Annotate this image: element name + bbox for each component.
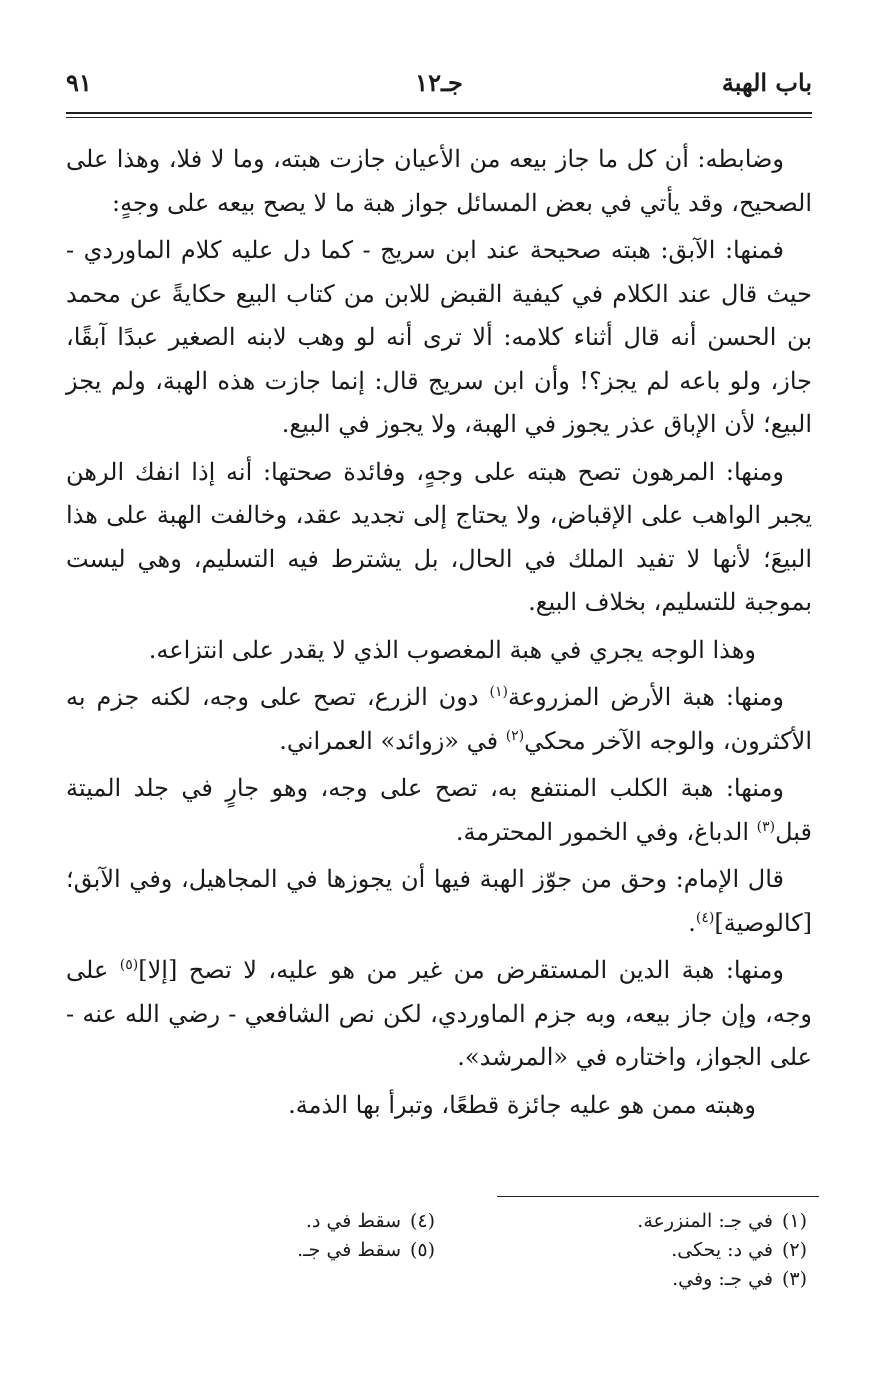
page-number: ٩١: [66, 68, 92, 97]
footnote-ref: (٢): [505, 727, 525, 744]
paragraph-text: ومنها: هبة الكلب المنتفع به، تصح على وجه، وهو جارٍ في جلد الميتة قبل: [66, 774, 812, 846]
chapter-title: باب الهبة: [721, 68, 812, 97]
body-text: [66, 138, 812, 1131]
footnote: [135, 1236, 435, 1265]
footnote-ref: (٤): [695, 909, 715, 926]
footnote: [467, 1236, 807, 1265]
footnote-text: في د: يحكى.: [671, 1239, 773, 1261]
paragraph: [66, 858, 812, 945]
paragraph: [66, 676, 812, 763]
paragraph-text: في «زوائد» العمراني.: [279, 726, 506, 755]
footnote-text: في جـ: المنزرعة.: [637, 1210, 773, 1232]
paragraph: [66, 949, 812, 1080]
footnote-number: (٣): [781, 1268, 807, 1290]
paragraph-text: وهبته ممن هو عليه جائزة قطعًا، وتبرأ بها الذمة.: [288, 1090, 756, 1119]
footnote-number: (٤): [409, 1210, 435, 1232]
paragraph: [66, 229, 812, 447]
paragraph-text: قال الإمام: وحق من جوّز الهبة فيها أن يجوزها في المجاهيل، وفي الآبق؛ [كالوصية]: [66, 865, 812, 937]
header-rule-thick: [66, 112, 812, 114]
running-header: [66, 68, 812, 108]
paragraph: [66, 629, 812, 673]
paragraph-text: على وجه، وإن جاز بيعه، وبه جزم الماوردي، لكن نص الشافعي - رضي الله عنه - على الجواز، واختاره في «المرشد».: [66, 956, 812, 1071]
footnote-ref: (٥): [119, 957, 139, 973]
paragraph-text: ومنها: المرهون تصح هبته على وجهٍ، وفائدة صحتها: أنه إذا انفك الرهن يجبر الواهب على الإقباض، ولا يحتاج إلى تجديد عقد، وخالفت الهبة على هذا البيعَ؛ لأنها لا تفيد الملك في الحال، بل يشترط فيه التسليم، وهي ليست بموجبة للتسليم، بخلاف البيع.: [66, 457, 812, 616]
footnote-separator: [497, 1196, 819, 1197]
paragraph: [66, 767, 812, 854]
paragraph-text: دون الزرع، تصح على وجه، لكنه جزم به الأكثرون، والوجه الآخر محكي: [66, 683, 812, 755]
paragraph-text: وضابطه: أن كل ما جاز بيعه من الأعيان جازت هبته، وما لا فلا، وهذا على الصحيح، وقد يأتي في بعض المسائل جواز هبة ما لا يصح بيعه على وجهٍ:: [66, 145, 812, 217]
paragraph-text: ومنها: هبة الأرض المزروعة: [507, 683, 785, 711]
footnote-number: (١): [781, 1210, 807, 1232]
paragraph-text: فمنها: الآبق: هبته صحيحة عند ابن سريج - كما دل عليه كلام الماوردي - حيث قال عند الكلام في كيفية القبض للابن من كتاب البيع حكايةً عن محمد بن الحسن أنه قال أثناء كلامه: ألا ترى أنه لو وهب لابنه الصغير عبدًا آبقًا، جاز، ولو باعه لم يجز؟! وأن ابن سريج قال: إنما جازت هذه الهبة، ولم يجز البيع؛ لأن الإباق عذر يجوز في الهبة، ولا يجوز في البيع.: [66, 236, 812, 438]
paragraph-text: .: [688, 908, 696, 937]
volume-label: جـ١٢: [415, 68, 463, 97]
footnotes-column-left: [135, 1207, 435, 1265]
footnote-ref: (٣): [756, 818, 776, 835]
paragraph: [66, 138, 812, 225]
header-rule-thin: [66, 117, 812, 118]
footnote-number: (٥): [409, 1239, 435, 1261]
footnote-ref: (١): [489, 684, 508, 700]
paragraph-text: وهذا الوجه يجري في هبة المغصوب الذي لا يقدر على انتزاعه.: [148, 635, 756, 664]
paragraph-text: الدباغ، وفي الخمور المحترمة.: [455, 817, 757, 846]
paragraph-text: ومنها: هبة الدين المستقرض من غير من هو عليه، لا تصح [إلا]: [138, 956, 784, 984]
footnote-text: سقط في د.: [305, 1210, 401, 1232]
footnote-number: (٢): [781, 1239, 807, 1261]
footnote: [467, 1265, 807, 1294]
footnote: [135, 1207, 435, 1236]
paragraph: [66, 451, 812, 625]
footnote-text: سقط في جـ.: [297, 1239, 401, 1261]
paragraph: [66, 1084, 812, 1128]
footnote-text: في جـ: وفي.: [672, 1268, 773, 1290]
footnotes-column-right: [467, 1207, 807, 1294]
footnote: [467, 1207, 807, 1236]
